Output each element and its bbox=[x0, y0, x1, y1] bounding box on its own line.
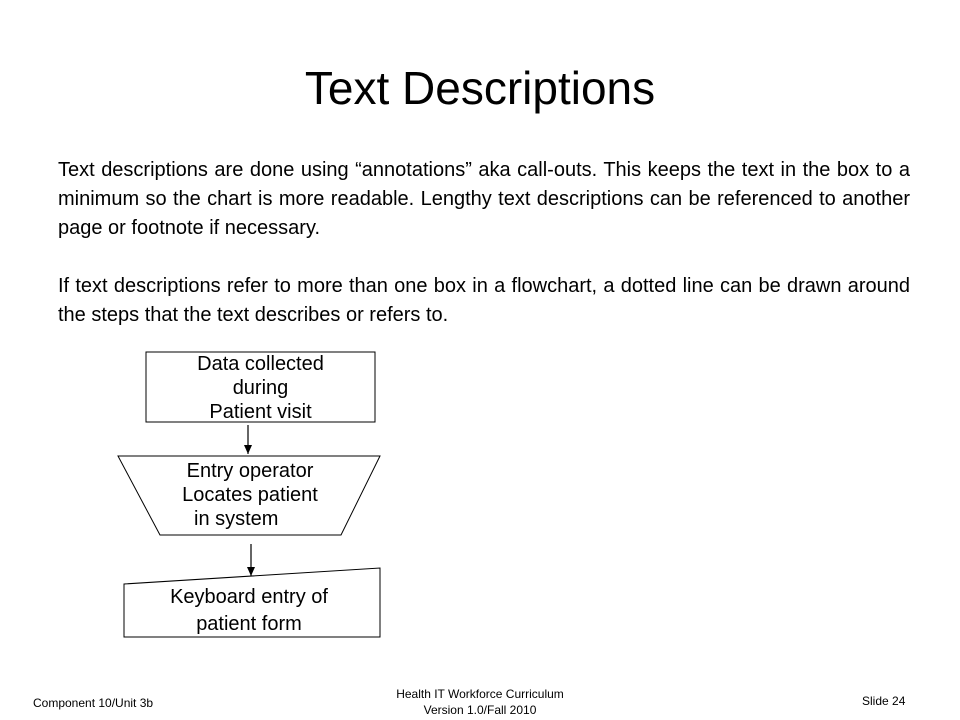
step2-line2: Locates patient bbox=[182, 484, 318, 506]
step2-line1: Entry operator bbox=[186, 460, 314, 482]
step1-line1: Data collected bbox=[197, 353, 324, 375]
footer-curriculum bbox=[330, 686, 630, 718]
step1-line2: during bbox=[232, 377, 289, 399]
slide-number: Slide 24 bbox=[862, 694, 906, 708]
step3-line2: patient form bbox=[196, 613, 302, 635]
step3-line1: Keyboard entry of bbox=[170, 586, 328, 608]
paragraph-annotations: Text descriptions are done using “annotations” aka call-outs. This keeps the text in the box to a minimum so the chart is more readable. Lengthy text descriptions can be referenced to another page or footnote if necessary. bbox=[58, 159, 910, 239]
footer-component: Component 10/Unit 3b bbox=[33, 696, 154, 710]
step2-line3: in system bbox=[194, 508, 279, 530]
manual-input-label bbox=[124, 584, 374, 638]
paragraph-dotted-line: If text descriptions refer to more than one box in a flowchart, a dotted line can be drawn around the steps that the text describes or refers to. bbox=[58, 275, 910, 326]
step1-line3: Patient visit bbox=[209, 401, 312, 423]
footer-center-line2: Version 1.0/Fall 2010 bbox=[423, 703, 537, 717]
slide-title: Text Descriptions bbox=[304, 62, 656, 114]
manual-operation-label bbox=[130, 459, 370, 531]
process-box-label bbox=[146, 352, 375, 424]
footer-center-line1: Health IT Workforce Curriculum bbox=[396, 687, 564, 701]
